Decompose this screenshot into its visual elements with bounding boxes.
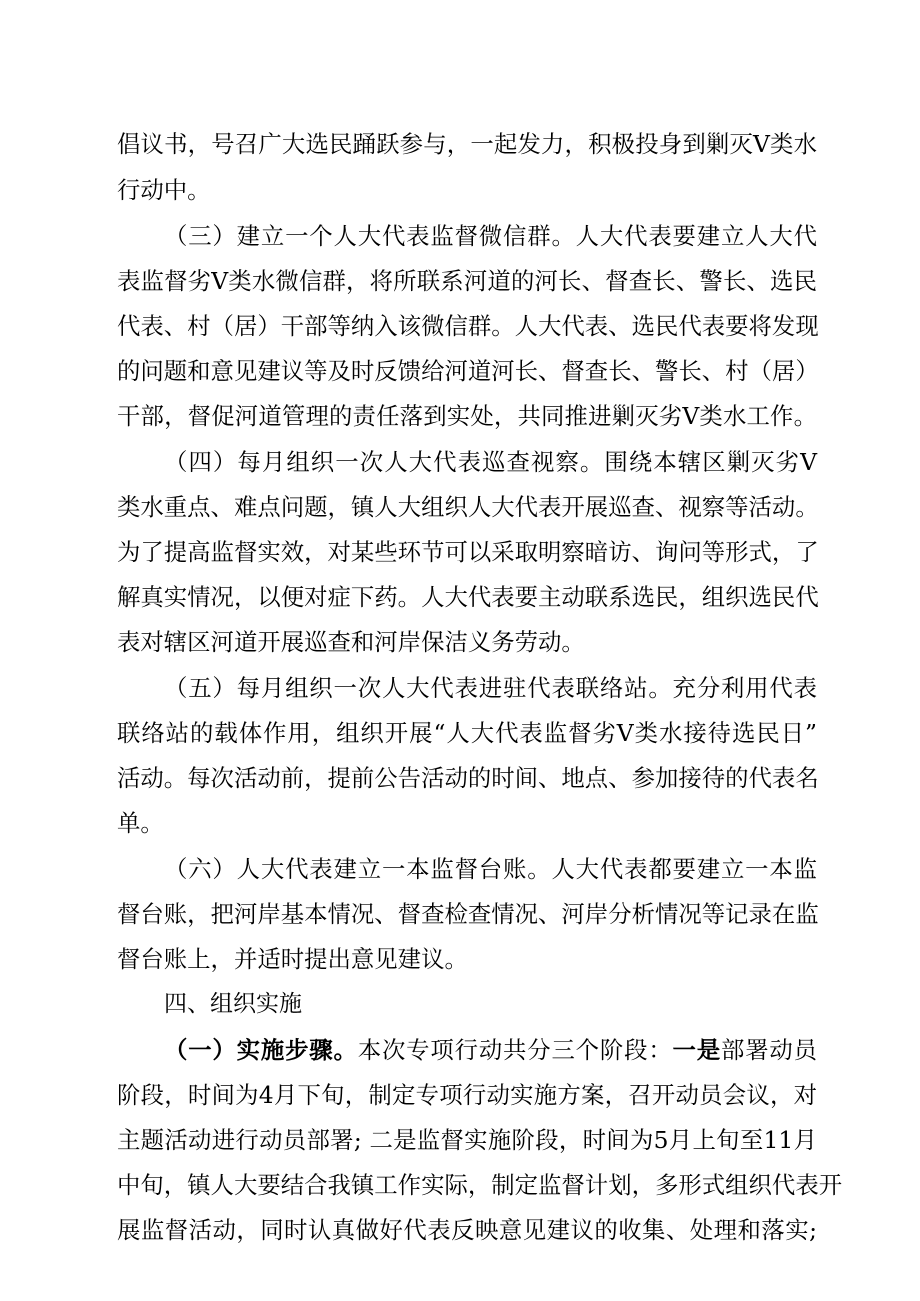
step-line (164, 1034, 817, 1066)
paragraph-line: （四）每月组织一次人大代表巡查视察。围绕本辖区剿灭劣Ⅴ (164, 448, 817, 476)
paragraph-line: 为了提高监督实效，对某些环节可以采取明察暗访、询问等形式，了 (117, 538, 819, 566)
step-text: 本次专项行动共分三个阶段： (357, 1036, 673, 1064)
paragraph-line: 督台账上，并适时提出意见建议。 (117, 945, 468, 973)
paragraph-line: 活动。每次活动前，提前公告活动的时间、地点、参加接待的代表名 (117, 764, 819, 792)
paragraph-line: 联络站的载体作用，组织开展“人大代表监督劣Ⅴ类水接待选民日” (117, 719, 817, 747)
paragraph-line: 表监督劣Ⅴ类水微信群，将所联系河道的河长、督查长、警长、选民 (117, 267, 817, 295)
paragraph-line: 单。 (117, 809, 164, 837)
paragraph-line: （三）建立一个人大代表监督微信群。人大代表要建立人大代 (164, 222, 817, 250)
paragraph-line: 主题活动进行动员部署; 二是监督实施阶段，时间为5月上旬至11月 (117, 1126, 817, 1154)
paragraph-line: （六）人大代表建立一本监督台账。人大代表都要建立一本监 (164, 855, 817, 883)
paragraph-line: 阶段，时间为4月下旬，制定专项行动实施方案，召开动员会议，对 (117, 1081, 817, 1109)
step-label: （一）实施步骤。 (164, 1036, 358, 1064)
paragraph-line: 干部，督促河道管理的责任落到实处，共同推进剿灭劣Ⅴ类水工作。 (117, 402, 817, 430)
paragraph-line: 倡议书，号召广大选民踊跃参与，一起发力，积极投身到剿灭Ⅴ类水 (117, 130, 817, 158)
paragraph-line: 表对辖区河道开展巡查和河岸保洁义务劳动。 (117, 628, 585, 656)
paragraph-line: 代表、村（居）干部等纳入该微信群。人大代表、选民代表要将发现 (117, 312, 819, 340)
paragraph-line: 行动中。 (117, 176, 211, 204)
paragraph-line: 督台账，把河岸基本情况、督查检查情况、河岸分析情况等记录在监 (117, 900, 819, 928)
paragraph-line: 的问题和意见建议等及时反馈给河道河长、督查长、警长、村（居） (117, 357, 819, 385)
paragraph-line: 解真实情况，以便对症下药。人大代表要主动联系选民，组织选民代 (117, 583, 819, 611)
paragraph-line: （五）每月组织一次人大代表进驻代表联络站。充分利用代表 (164, 674, 817, 702)
section-heading: 四、组织实施 (164, 991, 302, 1017)
paragraph-line: 展监督活动，同时认真做好代表反映意见建议的收集、处理和落实; (117, 1216, 817, 1244)
step-first-text: 部署动员 (720, 1036, 818, 1064)
paragraph-line: 类水重点、难点问题，镇人大组织人大代表开展巡查、视察等活动。 (117, 493, 819, 521)
step-first-label: 一是 (672, 1036, 721, 1064)
paragraph-line: 中旬，镇人大要结合我镇工作实际，制定监督计划，多形式组织代表开 (117, 1171, 843, 1199)
